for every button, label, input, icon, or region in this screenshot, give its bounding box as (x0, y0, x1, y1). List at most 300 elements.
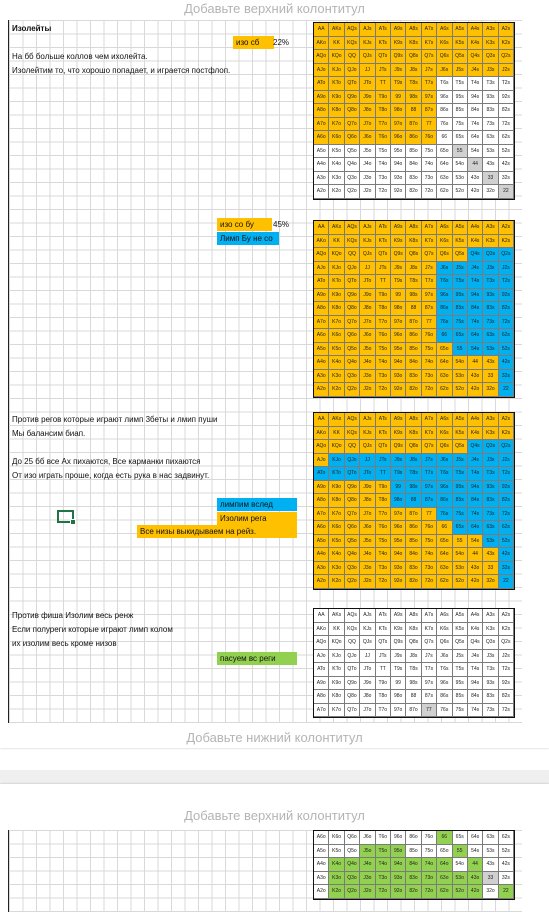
hand-cell[interactable]: A4o (314, 548, 329, 562)
hand-cell[interactable]: Q4o (345, 548, 360, 562)
hand-cell[interactable]: A3s (483, 413, 498, 427)
hand-cell[interactable]: K4o (329, 356, 344, 370)
hand-cell[interactable]: Q9s (391, 50, 406, 64)
hand-cell[interactable]: 52o (453, 885, 468, 899)
hand-cell[interactable]: QTs (376, 440, 391, 454)
hand-cell[interactable]: K6o (329, 329, 344, 343)
hand-cell[interactable]: 94o (391, 356, 406, 370)
hand-cell[interactable]: 63s (483, 329, 498, 343)
hand-cell[interactable]: 72s (499, 508, 514, 522)
hand-cell[interactable]: AJs (360, 221, 375, 235)
hand-cell[interactable]: AA (314, 23, 329, 37)
hand-cell[interactable]: 72o (422, 885, 437, 899)
hand-cell[interactable]: A6o (314, 521, 329, 535)
hand-cell[interactable]: K8o (329, 104, 344, 118)
hand-cell[interactable]: K5s (453, 623, 468, 637)
hand-cell[interactable]: AA (314, 413, 329, 427)
hand-cell[interactable]: J5s (453, 64, 468, 78)
hand-cell[interactable]: Q8s (406, 440, 421, 454)
hand-cell[interactable]: 75s (453, 118, 468, 132)
hand-cell[interactable]: 54s (468, 343, 483, 357)
hand-cell[interactable]: J2o (360, 885, 375, 899)
hand-cell[interactable]: AJo (314, 64, 329, 78)
hand-cell[interactable]: KTs (376, 37, 391, 51)
hand-cell[interactable]: J4s (468, 454, 483, 468)
hand-cell[interactable]: T4s (468, 663, 483, 677)
hand-cell[interactable]: K3o (329, 172, 344, 186)
hand-cell[interactable]: 66 (437, 329, 452, 343)
hand-cell[interactable]: K5o (329, 343, 344, 357)
hand-cell[interactable]: 84s (468, 302, 483, 316)
hand-cell[interactable]: 32s (499, 370, 514, 384)
hand-cell[interactable]: K7s (422, 623, 437, 637)
hand-cell[interactable]: 95o (391, 145, 406, 159)
hand-cell[interactable]: 64o (437, 158, 452, 172)
hand-cell[interactable]: K3s (483, 37, 498, 51)
hand-cell[interactable]: 83s (483, 104, 498, 118)
hand-cell[interactable]: T8s (406, 275, 421, 289)
hand-cell[interactable]: T2o (376, 575, 391, 589)
hand-cell[interactable]: JJ (360, 454, 375, 468)
hand-cell[interactable]: A7s (422, 609, 437, 623)
hand-cell[interactable]: Q2o (345, 383, 360, 397)
hand-cell[interactable]: J2o (360, 383, 375, 397)
hand-cell[interactable]: T7s (422, 663, 437, 677)
hand-cell[interactable]: 74s (468, 118, 483, 132)
hand-cell[interactable]: 75s (453, 704, 468, 718)
hand-cell[interactable]: 84o (406, 356, 421, 370)
hand-cell[interactable]: J6o (360, 521, 375, 535)
hand-cell[interactable]: QJs (360, 50, 375, 64)
hand-cell[interactable]: A6o (314, 131, 329, 145)
hand-cell[interactable]: 32s (499, 172, 514, 186)
hand-cell[interactable]: J6o (360, 131, 375, 145)
hand-cell[interactable]: QJs (360, 248, 375, 262)
hand-cell[interactable]: 62s (499, 831, 514, 845)
hand-cell[interactable]: 32o (483, 383, 498, 397)
hand-cell[interactable]: A5o (314, 343, 329, 357)
hand-cell[interactable]: 86o (406, 131, 421, 145)
hand-cell[interactable]: J9s (391, 262, 406, 276)
hand-cell[interactable]: A7o (314, 118, 329, 132)
hand-cell[interactable]: 76o (422, 831, 437, 845)
hand-cell[interactable]: QTs (376, 636, 391, 650)
hand-cell[interactable]: T6o (376, 329, 391, 343)
hand-cell[interactable]: Q3s (483, 440, 498, 454)
hand-cell[interactable]: 85s (453, 690, 468, 704)
hand-cell[interactable]: 72s (499, 118, 514, 132)
hand-cell[interactable]: 92s (499, 677, 514, 691)
hand-cell[interactable]: K6s (437, 235, 452, 249)
hand-cell[interactable]: A6s (437, 221, 452, 235)
hand-cell[interactable]: K6o (329, 521, 344, 535)
hand-cell[interactable]: Q7o (345, 118, 360, 132)
hand-cell[interactable]: 96s (437, 481, 452, 495)
hand-cell[interactable]: J4s (468, 650, 483, 664)
hand-cell[interactable]: T8s (406, 77, 421, 91)
hand-cell[interactable]: 43s (483, 548, 498, 562)
hand-cell[interactable]: K7s (422, 37, 437, 51)
hand-cell[interactable]: 54s (468, 145, 483, 159)
hand-cell[interactable]: 96s (437, 677, 452, 691)
hand-cell[interactable]: KTo (329, 77, 344, 91)
hand-cell[interactable]: AKo (314, 623, 329, 637)
hand-cell[interactable]: K2s (499, 235, 514, 249)
hand-cell[interactable]: K9s (391, 427, 406, 441)
hand-cell[interactable]: KK (329, 427, 344, 441)
hand-cell[interactable]: 55 (453, 145, 468, 159)
hand-cell[interactable]: 86s (437, 690, 452, 704)
hand-cell[interactable]: KJs (360, 427, 375, 441)
hand-cell[interactable]: 52s (499, 343, 514, 357)
hand-cell[interactable]: 87s (422, 494, 437, 508)
hand-cell[interactable]: Q6o (345, 521, 360, 535)
hand-cell[interactable]: 84o (406, 158, 421, 172)
hand-cell[interactable]: A2s (499, 23, 514, 37)
hand-cell[interactable]: T2o (376, 885, 391, 899)
hand-cell[interactable]: KQo (329, 636, 344, 650)
hand-cell[interactable]: Q6s (437, 636, 452, 650)
hand-cell[interactable]: K4s (468, 623, 483, 637)
hand-cell[interactable]: T4s (468, 467, 483, 481)
hand-cell[interactable]: 65s (453, 329, 468, 343)
hand-cell[interactable]: 53s (483, 343, 498, 357)
hand-cell[interactable]: AKs (329, 23, 344, 37)
hand-cell[interactable]: KQo (329, 440, 344, 454)
hand-cell[interactable]: J8s (406, 262, 421, 276)
hand-cell[interactable]: 43o (468, 562, 483, 576)
hand-cell[interactable]: JTo (360, 77, 375, 91)
hand-cell[interactable]: A6s (437, 609, 452, 623)
hand-cell[interactable]: A2o (314, 885, 329, 899)
hand-cell[interactable]: 75s (453, 316, 468, 330)
hand-cell[interactable]: 87o (406, 316, 421, 330)
hand-cell[interactable]: 55 (453, 343, 468, 357)
hand-cell[interactable]: J6s (437, 262, 452, 276)
hand-cell[interactable]: 44 (468, 158, 483, 172)
hand-cell[interactable]: 65s (453, 831, 468, 845)
hand-cell[interactable]: T3o (376, 872, 391, 886)
hand-cell[interactable]: AQo (314, 248, 329, 262)
hand-cell[interactable]: 96o (391, 131, 406, 145)
hand-cell[interactable]: 98o (391, 104, 406, 118)
hand-cell[interactable]: K2s (499, 427, 514, 441)
hand-cell[interactable]: Q5o (345, 845, 360, 859)
hand-cell[interactable]: QQ (345, 50, 360, 64)
hand-cell[interactable]: 74o (422, 548, 437, 562)
hand-cell[interactable]: J2s (499, 64, 514, 78)
hand-cell[interactable]: T3s (483, 663, 498, 677)
hand-cell[interactable]: 97s (422, 481, 437, 495)
hand-cell[interactable]: A8o (314, 494, 329, 508)
hand-cell[interactable]: A3s (483, 609, 498, 623)
hand-cell[interactable]: Q8o (345, 104, 360, 118)
hand-cell[interactable]: A5s (453, 23, 468, 37)
hand-cell[interactable]: A5s (453, 221, 468, 235)
hand-cell[interactable]: 43s (483, 158, 498, 172)
hand-cell[interactable]: J9o (360, 677, 375, 691)
hand-cell[interactable]: 95o (391, 343, 406, 357)
hand-cell[interactable]: 42s (499, 548, 514, 562)
hand-cell[interactable]: T5s (453, 467, 468, 481)
hand-cell[interactable]: 33 (483, 562, 498, 576)
hand-cell[interactable]: A3o (314, 872, 329, 886)
hand-cell[interactable]: K2o (329, 185, 344, 199)
hand-cell[interactable]: QTo (345, 77, 360, 91)
hand-cell[interactable]: KJo (329, 64, 344, 78)
hand-cell[interactable]: J6s (437, 454, 452, 468)
hand-cell[interactable]: AKo (314, 235, 329, 249)
hand-cell[interactable]: 73o (422, 562, 437, 576)
hand-cell[interactable]: QTo (345, 663, 360, 677)
hand-cell[interactable]: T5s (453, 275, 468, 289)
hand-cell[interactable]: K8o (329, 690, 344, 704)
hand-cell[interactable]: 54s (468, 535, 483, 549)
hand-cell[interactable]: 54o (453, 356, 468, 370)
hand-cell[interactable]: A8o (314, 104, 329, 118)
hand-cell[interactable]: K6o (329, 131, 344, 145)
hand-cell[interactable]: K8s (406, 623, 421, 637)
hand-cell[interactable]: 53s (483, 145, 498, 159)
hand-cell[interactable]: KJs (360, 235, 375, 249)
hand-cell[interactable]: Q7o (345, 316, 360, 330)
sheet-area[interactable] (8, 830, 522, 912)
hand-cell[interactable]: Q5s (453, 248, 468, 262)
hand-cell[interactable]: KTs (376, 427, 391, 441)
hand-cell[interactable]: Q2s (499, 248, 514, 262)
hand-cell[interactable]: KTs (376, 235, 391, 249)
hand-cell[interactable]: T3o (376, 172, 391, 186)
hand-cell[interactable]: 84o (406, 858, 421, 872)
hand-cell[interactable]: 95s (453, 289, 468, 303)
hand-cell[interactable]: K9s (391, 37, 406, 51)
hand-cell[interactable]: Q4s (468, 50, 483, 64)
hand-cell[interactable]: 54o (453, 158, 468, 172)
hand-cell[interactable]: Q3s (483, 50, 498, 64)
hand-cell[interactable]: A2o (314, 185, 329, 199)
hand-cell[interactable]: Q2s (499, 440, 514, 454)
hand-cell[interactable]: T6o (376, 521, 391, 535)
hand-cell[interactable]: J7s (422, 262, 437, 276)
hand-cell[interactable]: K3s (483, 235, 498, 249)
hand-cell[interactable]: K4s (468, 235, 483, 249)
hand-cell[interactable]: 53s (483, 845, 498, 859)
hand-cell[interactable]: 42s (499, 356, 514, 370)
hand-cell[interactable]: 65o (437, 145, 452, 159)
hand-cell[interactable]: KJo (329, 454, 344, 468)
hand-cell[interactable]: 77 (422, 316, 437, 330)
hand-cell[interactable]: 74o (422, 858, 437, 872)
hand-cell[interactable]: T2s (499, 663, 514, 677)
hand-cell[interactable]: A3o (314, 172, 329, 186)
hand-cell[interactable]: T5o (376, 845, 391, 859)
hand-cell[interactable]: Q4s (468, 440, 483, 454)
hand-cell[interactable]: 98s (406, 677, 421, 691)
hand-cell[interactable]: K8o (329, 494, 344, 508)
hand-cell[interactable]: 93o (391, 872, 406, 886)
hand-cell[interactable]: Q7o (345, 704, 360, 718)
hand-cell[interactable]: K4s (468, 37, 483, 51)
hand-cell[interactable]: T7o (376, 316, 391, 330)
hand-cell[interactable]: AQo (314, 636, 329, 650)
hand-cell[interactable]: 85s (453, 494, 468, 508)
hand-cell[interactable]: A2o (314, 383, 329, 397)
hand-cell[interactable]: 82s (499, 104, 514, 118)
hand-cell[interactable]: AKo (314, 427, 329, 441)
hand-cell[interactable]: Q8o (345, 690, 360, 704)
hand-cell[interactable]: Q8s (406, 636, 421, 650)
hand-cell[interactable]: 87o (406, 118, 421, 132)
hand-cell[interactable]: TT (376, 275, 391, 289)
hand-cell[interactable]: 97o (391, 118, 406, 132)
hand-cell[interactable]: 52s (499, 845, 514, 859)
hand-cell[interactable]: A5o (314, 535, 329, 549)
hand-cell[interactable]: T8s (406, 467, 421, 481)
hand-cell[interactable]: 97o (391, 704, 406, 718)
hand-cell[interactable]: 74s (468, 508, 483, 522)
hand-cell[interactable]: K7o (329, 508, 344, 522)
hand-cell[interactable]: Q6o (345, 831, 360, 845)
hand-cell[interactable]: K2o (329, 383, 344, 397)
hand-cell[interactable]: K3o (329, 872, 344, 886)
hand-cell[interactable]: 43s (483, 356, 498, 370)
hand-cell[interactable]: 32s (499, 562, 514, 576)
hand-cell[interactable]: T3s (483, 275, 498, 289)
hand-cell[interactable]: 75o (422, 535, 437, 549)
hand-cell[interactable]: 44 (468, 356, 483, 370)
hand-cell[interactable]: KQs (345, 235, 360, 249)
hand-cell[interactable]: 74o (422, 158, 437, 172)
hand-cell[interactable]: Q7s (422, 248, 437, 262)
hand-cell[interactable]: 97s (422, 289, 437, 303)
hand-cell[interactable]: Q2o (345, 185, 360, 199)
hand-cell[interactable]: T5o (376, 343, 391, 357)
hand-cell[interactable]: ATo (314, 467, 329, 481)
hand-cell[interactable]: QJo (345, 650, 360, 664)
hand-cell[interactable]: 98s (406, 481, 421, 495)
hand-cell[interactable]: A5s (453, 413, 468, 427)
hand-cell[interactable]: 94s (468, 677, 483, 691)
hand-cell[interactable]: K8s (406, 37, 421, 51)
hand-cell[interactable]: A9s (391, 23, 406, 37)
hand-cell[interactable]: 53o (453, 370, 468, 384)
hand-cell[interactable]: A2s (499, 413, 514, 427)
hand-cell[interactable]: Q6s (437, 248, 452, 262)
hand-cell[interactable]: 96s (437, 289, 452, 303)
hand-cell[interactable]: J5o (360, 343, 375, 357)
hand-cell[interactable]: 53s (483, 535, 498, 549)
hand-cell[interactable]: A4o (314, 858, 329, 872)
hand-cell[interactable]: 42o (468, 185, 483, 199)
hand-cell[interactable]: QTo (345, 467, 360, 481)
hand-cell[interactable]: KJs (360, 37, 375, 51)
hand-cell[interactable]: K7o (329, 704, 344, 718)
hand-cell[interactable]: 63o (437, 872, 452, 886)
hand-cell[interactable]: 99 (391, 481, 406, 495)
hand-cell[interactable]: 86o (406, 831, 421, 845)
hand-cell[interactable]: K6s (437, 623, 452, 637)
hand-cell[interactable]: 53o (453, 562, 468, 576)
hand-cell[interactable]: 76s (437, 508, 452, 522)
hand-cell[interactable]: J7s (422, 64, 437, 78)
hand-cell[interactable]: J7o (360, 316, 375, 330)
hand-cell[interactable]: K5s (453, 427, 468, 441)
hand-cell[interactable]: T9o (376, 91, 391, 105)
hand-cell[interactable]: 66 (437, 831, 452, 845)
hand-cell[interactable]: 93s (483, 289, 498, 303)
hand-cell[interactable]: 52s (499, 535, 514, 549)
hand-cell[interactable]: 95s (453, 677, 468, 691)
hand-cell[interactable]: AQo (314, 50, 329, 64)
hand-cell[interactable]: KK (329, 623, 344, 637)
hand-cell[interactable]: A8s (406, 413, 421, 427)
hand-cell[interactable]: T8o (376, 104, 391, 118)
hand-cell[interactable]: T7s (422, 467, 437, 481)
hand-cell[interactable]: 98o (391, 302, 406, 316)
hand-cell[interactable]: 54o (453, 548, 468, 562)
hand-cell[interactable]: KJo (329, 650, 344, 664)
hand-cell[interactable]: K3o (329, 562, 344, 576)
hand-cell[interactable]: 92o (391, 185, 406, 199)
hand-cell[interactable]: JJ (360, 650, 375, 664)
hand-cell[interactable]: 88 (406, 302, 421, 316)
hand-cell[interactable]: J5o (360, 145, 375, 159)
hand-cell[interactable]: 33 (483, 172, 498, 186)
hand-cell[interactable]: 94s (468, 481, 483, 495)
hand-cell[interactable]: 55 (453, 845, 468, 859)
hand-cell[interactable]: KQo (329, 50, 344, 64)
hand-cell[interactable]: A4s (468, 413, 483, 427)
hand-cell[interactable]: 84s (468, 104, 483, 118)
hand-cell[interactable]: 94o (391, 158, 406, 172)
hand-cell[interactable]: 65s (453, 521, 468, 535)
hand-cell[interactable]: QQ (345, 248, 360, 262)
hand-cell[interactable]: QJs (360, 440, 375, 454)
hand-cell[interactable]: 92s (499, 481, 514, 495)
hand-cell[interactable]: Q4o (345, 158, 360, 172)
hand-cell[interactable]: K5s (453, 235, 468, 249)
hand-cell[interactable]: T6o (376, 831, 391, 845)
hand-cell[interactable]: T4o (376, 858, 391, 872)
hand-cell[interactable]: Q2s (499, 636, 514, 650)
hand-cell[interactable]: 65o (437, 845, 452, 859)
hand-cell[interactable]: T4o (376, 158, 391, 172)
hand-cell[interactable]: J8o (360, 494, 375, 508)
hand-cell[interactable]: A3s (483, 23, 498, 37)
hand-cell[interactable]: J2o (360, 575, 375, 589)
hand-cell[interactable]: 52o (453, 383, 468, 397)
hand-cell[interactable]: AQs (345, 609, 360, 623)
hand-cell[interactable]: 82o (406, 383, 421, 397)
hand-cell[interactable]: 22 (499, 575, 514, 589)
hand-cell[interactable]: J4o (360, 158, 375, 172)
hand-cell[interactable]: 63s (483, 131, 498, 145)
hand-cell[interactable]: Q6s (437, 50, 452, 64)
footer-placeholder[interactable]: Добавьте нижний колонтитул (186, 730, 363, 745)
hand-cell[interactable]: A4o (314, 158, 329, 172)
hand-cell[interactable]: J3s (483, 650, 498, 664)
hand-cell[interactable]: A9o (314, 677, 329, 691)
hand-cell[interactable]: 53o (453, 172, 468, 186)
hand-cell[interactable]: T7s (422, 275, 437, 289)
hand-cell[interactable]: KK (329, 235, 344, 249)
hand-cell[interactable]: AA (314, 609, 329, 623)
hand-cell[interactable]: J3s (483, 262, 498, 276)
hand-cell[interactable]: K8s (406, 235, 421, 249)
hand-cell[interactable]: 72o (422, 185, 437, 199)
hand-cell[interactable]: 43o (468, 172, 483, 186)
hand-cell[interactable]: 54s (468, 845, 483, 859)
